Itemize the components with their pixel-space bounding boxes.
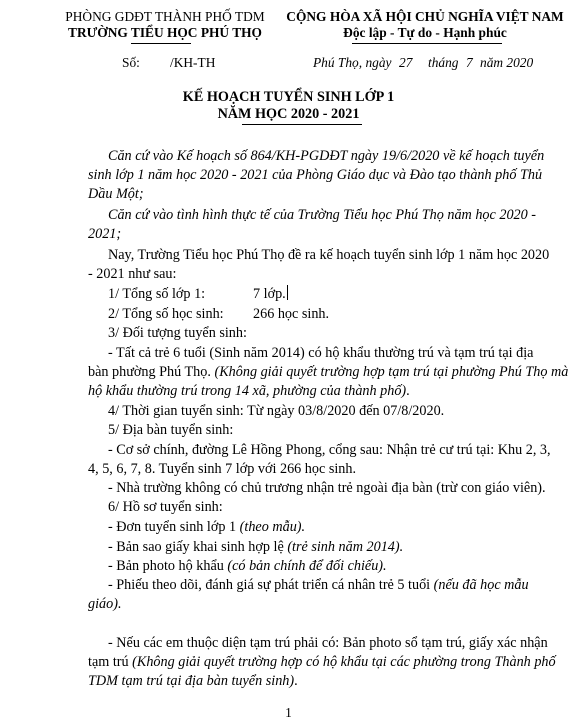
document-number-code: /KH-TH <box>170 55 216 70</box>
item-6-line-5: giáo). <box>88 596 122 612</box>
date-place: Phú Thọ, ngày <box>313 55 392 70</box>
item-6-line-2: - Bản sao giấy khai sinh hợp lệ (trẻ sinh năm 2014). <box>108 539 404 555</box>
item-5-line-2: 4, 5, 6, 7, 8. Tuyển sinh 7 lớp với 266 học sinh. <box>88 461 357 477</box>
page-number: 1 <box>285 705 292 720</box>
item-6-heading: 6/ Hồ sơ tuyển sinh: <box>108 499 223 515</box>
intro-paragraph-line-1: Nay, Trường Tiểu học Phú Thọ đề ra kế hoạch tuyển sinh lớp 1 năm học 2020 <box>108 247 550 263</box>
text-cursor <box>287 285 288 300</box>
header-left-underline <box>131 43 191 44</box>
item-1-value: 7 lớp. <box>253 286 286 302</box>
item-5-line-3: - Nhà trường không có chủ trương nhận trẻ ngoài địa bàn (trừ con giáo viên). <box>108 480 546 496</box>
date-month: 7 <box>466 55 473 70</box>
item-2-label: 2/ Tổng số học sinh: <box>108 306 224 322</box>
item-3-line-3: hộ khẩu thường trú trong 14 xã, phường của thành phố). <box>88 383 410 399</box>
basis-paragraph-2-line-2: 2021; <box>88 226 122 242</box>
header-right-underline <box>352 43 502 44</box>
basis-paragraph-1-line-1: Căn cứ vào Kế hoạch số 864/KH-PGDĐT ngày 19/6/2020 về kế hoạch tuyển <box>108 148 545 164</box>
header-right-line1: CỘNG HÒA XÃ HỘI CHỦ NGHĨA VIỆT NAM <box>286 9 564 24</box>
date-day: 27 <box>399 55 413 70</box>
header-left-line1: PHÒNG GDĐT THÀNH PHỐ TDM <box>65 9 265 24</box>
document-title-line2: NĂM HỌC 2020 - 2021 <box>217 106 360 122</box>
item-7-line-1: - Nếu các em thuộc diện tạm trú phải có: Bản photo sổ tạm trú, giấy xác nhận <box>108 635 548 651</box>
document-title-line1: KẾ HOẠCH TUYỂN SINH LỚP 1 <box>182 89 395 105</box>
basis-paragraph-2-line-1: Căn cứ vào tình hình thực tế của Trường Tiểu học Phú Thọ năm học 2020 - <box>108 207 537 223</box>
item-5-heading: 5/ Địa bàn tuyển sinh: <box>108 422 234 438</box>
item-6-line-3: - Bản photo hộ khẩu (có bản chính để đối chiếu). <box>108 558 387 574</box>
item-1-label: 1/ Tổng số lớp 1: <box>108 286 206 302</box>
item-4: 4/ Thời gian tuyển sinh: Từ ngày 03/8/2020 đến 07/8/2020. <box>108 403 445 419</box>
title-underline <box>242 124 362 125</box>
item-3-line-2: bàn phường Phú Thọ. (Không giải quyết trường hợp tạm trú tại phường Phú Thọ mà <box>88 364 569 380</box>
header-left-line2: TRƯỜNG TIỂU HỌC PHÚ THỌ <box>68 25 262 40</box>
item-3-heading: 3/ Đối tượng tuyển sinh: <box>108 325 247 341</box>
item-2-value: 266 học sinh. <box>253 306 330 322</box>
intro-paragraph-line-2: - 2021 như sau: <box>88 266 177 282</box>
date-year: năm 2020 <box>480 55 534 70</box>
item-6-line-4: - Phiếu theo dõi, đánh giá sự phát triển cá nhân trẻ 5 tuổi (nếu đã học mẫu <box>108 577 529 593</box>
item-5-line-1: - Cơ sở chính, đường Lê Hồng Phong, cổng sau: Nhận trẻ cư trú tại: Khu 2, 3, <box>108 442 551 458</box>
item-3-line-1: - Tất cả trẻ 6 tuổi (Sinh năm 2014) có hộ khẩu thường trú và tạm trú tại địa <box>108 345 534 361</box>
item-7-line-2: tạm trú (Không giải quyết trường hợp có hộ khẩu tại các phường trong Thành phố <box>88 654 556 670</box>
basis-paragraph-1-line-2: sinh lớp 1 năm học 2020 - 2021 của Phòng Giáo dục và Đào tạo thành phố Thủ <box>88 167 543 183</box>
basis-paragraph-1-line-3: Dầu Một; <box>88 186 144 202</box>
header-right-line2: Độc lập - Tự do - Hạnh phúc <box>343 25 507 40</box>
document-number-label: Số: <box>122 55 140 70</box>
item-6-line-1: - Đơn tuyển sinh lớp 1 (theo mẫu). <box>108 519 306 535</box>
date-month-label: tháng <box>428 55 459 70</box>
item-7-line-3: TDM tạm trú tại địa bàn tuyển sinh). <box>88 673 298 689</box>
